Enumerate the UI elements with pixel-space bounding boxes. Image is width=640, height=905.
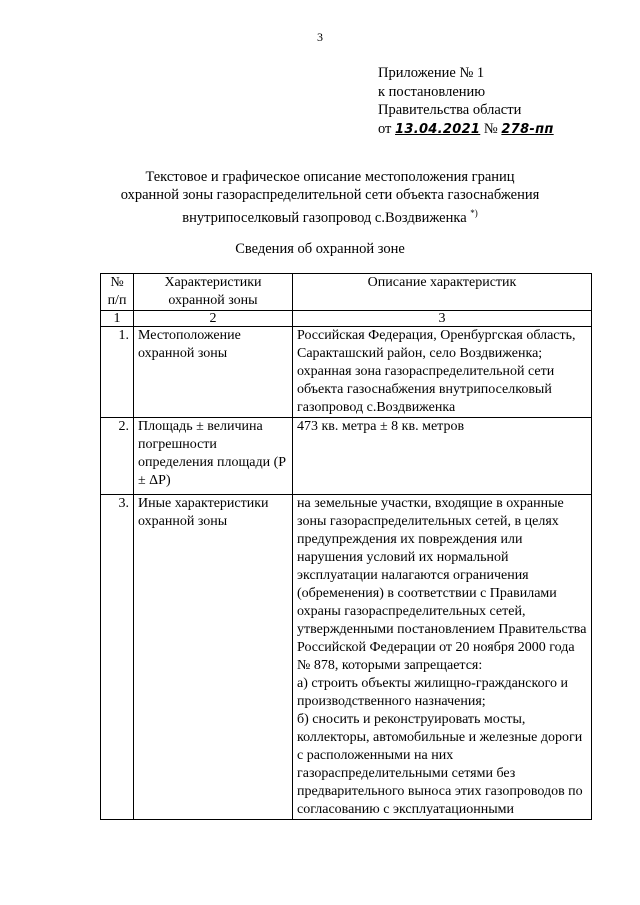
handwritten-number: 278-пп (501, 121, 554, 137)
table-column-number-row (101, 311, 592, 327)
appendix-block (378, 64, 554, 139)
table-header-row (101, 274, 592, 311)
number-prefix: № (483, 120, 498, 137)
row-number: 1. (101, 327, 134, 418)
table-row (101, 418, 592, 495)
row-description-item-b: б) сносить и реконструировать мосты, коллекторы, автомобильные и железные дороги с расположенными на них газораспределительными сетями без предварительного выноса этих газопроводов по согласованию с эксплуатационными (297, 712, 583, 817)
row-description (293, 495, 592, 820)
row-characteristic: Площадь ± величина погрешности определения площади (Р ± ΔР) (134, 418, 293, 495)
table-row (101, 495, 592, 820)
header-num: № п/п (101, 274, 134, 311)
from-prefix: от (378, 120, 392, 137)
col-number-3: 3 (293, 311, 592, 327)
col-number-1: 1 (101, 311, 134, 327)
col-number-2: 2 (134, 311, 293, 327)
page-number: 3 (317, 30, 323, 44)
appendix-line-1: Приложение № 1 (378, 65, 485, 81)
header-characteristics: Характеристики охранной зоны (134, 274, 293, 311)
appendix-line-2: к постановлению (378, 83, 486, 100)
document-title (90, 168, 570, 227)
row-characteristic: Иные характеристики охранной зоны (134, 495, 293, 820)
appendix-line-3: Правительства области (378, 102, 522, 118)
row-description: 473 кв. метра ± 8 кв. метров (293, 418, 592, 495)
title-line-3: внутрипоселковый газопровод с.Воздвиженка *) (182, 208, 478, 226)
footnote-mark: *) (470, 208, 478, 218)
title-line-2: охранной зоны газораспределительной сети объекта газоснабжения (120, 187, 540, 203)
row-description: Российская Федерация, Оренбургская область, Саракташский район, село Воздвиженка; охранная зона газораспределительной сети объекта газоснабжения внутрипоселковый газопровод с.Воздвиженка (293, 327, 592, 418)
zone-info-table (100, 273, 592, 820)
title-line-1: Текстовое и графическое описание местоположения границ (145, 169, 515, 185)
section-subtitle: Сведения об охранной зоне (235, 241, 405, 257)
row-number: 2. (101, 418, 134, 495)
row-description-item-a: а) строить объекты жилищно-гражданского и производственного назначения; (297, 676, 568, 709)
handwritten-date: 13.04.2021 (395, 121, 481, 137)
header-description: Описание характеристик (293, 274, 592, 311)
row-description-text: на земельные участки, входящие в охранные зоны газораспределительных сетей, в целях предупреждения их повреждения или нарушения условий их нормальной эксплуатации налагаются ограничения (обременения) в соответствии с Правилами охраны газораспределительных сетей, утвержденными постановлением Правительства Российской Федерации от 20 ноября 2000 года № 878, которыми запрещается: (297, 496, 587, 673)
appendix-date-line (378, 120, 554, 140)
table-row (101, 327, 592, 418)
row-characteristic: Местоположение охранной зоны (134, 327, 293, 418)
row-number: 3. (101, 495, 134, 820)
